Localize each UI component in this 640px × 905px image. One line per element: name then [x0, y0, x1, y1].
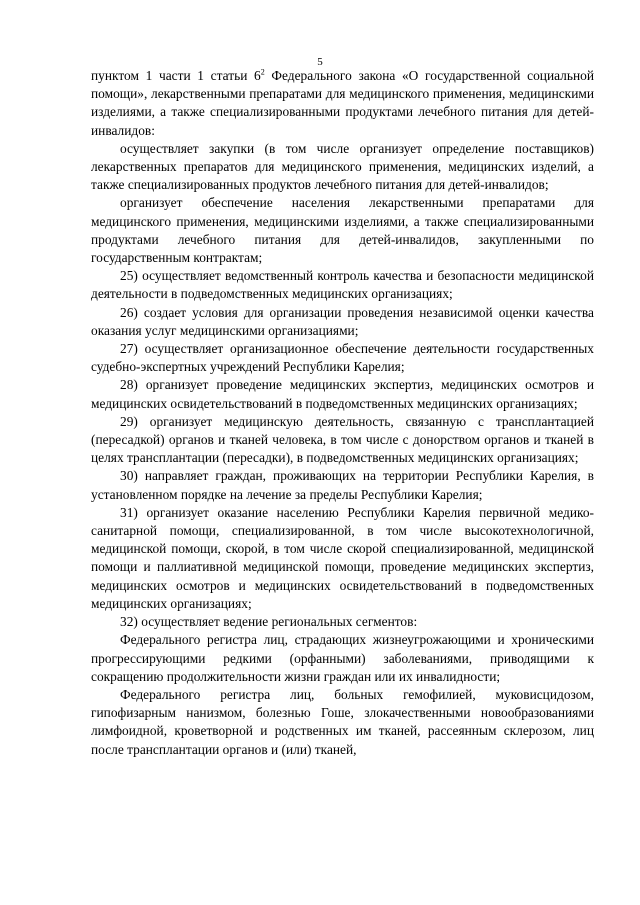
- paragraph-1-text: пунктом 1 части 1 статьи 6: [91, 68, 261, 83]
- paragraph-item-29: 29) организует медицинскую деятельность, связанную с трансплантацией (пересадкой) органов и тканей человека, в том числе с донорством органов и тканей в целях трансплантации (пересадки), в подведомственных медицинских организациях;: [91, 413, 594, 466]
- document-body: [91, 67, 594, 759]
- paragraph-item-30: 30) направляет граждан, проживающих на территории Республики Карелия, в установленном порядке на лечение за пределы Республики Карелия;: [91, 468, 594, 502]
- superscript-2: 2: [260, 67, 265, 77]
- paragraph-registry-hemophilia: Федерального регистра лиц, больных гемофилией, муковисцидозом, гипофизарным нанизмом, болезнью Гоше, злокачественными новообразованиями лимфоидной, кроветворной и родственных им тканей, рассеянным склерозом, лиц после трансплантации органов и (или) тканей,: [91, 686, 594, 757]
- page-number: 5: [317, 56, 323, 68]
- paragraph-1-text-continued: Федерального закона «О государственной социальной помощи», лекарственными препаратами для медицинского применения, медицинскими изделиями, а также специализированными продуктами лечебного питания для детей-инвалидов:: [91, 68, 594, 138]
- paragraph-item-27: 27) осуществляет организационное обеспечение деятельности государственных судебно-экспертных учреждений Республики Карелия;: [91, 341, 594, 375]
- paragraph-item-25: 25) осуществляет ведомственный контроль качества и безопасности медицинской деятельности в подведомственных медицинских организациях;: [91, 268, 594, 302]
- paragraph-registry-orphan: Федерального регистра лиц, страдающих жизнеугрожающими и хроническими прогрессирующими редкими (орфанными) заболеваниями, приводящими к сокращению продолжительности жизни граждан или их инвалидности;: [91, 632, 594, 684]
- paragraph-supply: организует обеспечение населения лекарственными препаратами для медицинского применения, медицинскими изделиями, а также специализированными продуктами лечебного питания для детей-инвалидов, закупленными по государственным контрактам;: [91, 195, 594, 266]
- paragraph-item-31: 31) организует оказание населению Республики Карелия первичной медико-санитарной помощи, специализированной, в том числе высокотехнологичной, медицинской помощи, скорой, в том числе скорой специализированной, медицинской помощи и паллиативной медицинской помощи, проведение медицинских экспертиз, медицинских осмотров и медицинских освидетельствований в подведомственных медицинских организациях;: [91, 504, 594, 611]
- paragraph-item-26: 26) создает условия для организации проведения независимой оценки качества оказания услуг медицинскими организациями;: [91, 304, 594, 338]
- paragraph-item-32: 32) осуществляет ведение региональных сегментов:: [120, 614, 418, 630]
- paragraph-item-28: 28) организует проведение медицинских экспертиз, медицинских осмотров и медицинских освидетельствований в подведомственных медицинских организациях;: [91, 377, 594, 411]
- paragraph-1: [91, 67, 594, 140]
- paragraph-procurement: осуществляет закупки (в том числе организует определение поставщиков) лекарственных препаратов для медицинского применения, медицинских изделий, а также специализированных продуктов лечебного питания для детей-инвалидов;: [91, 140, 594, 193]
